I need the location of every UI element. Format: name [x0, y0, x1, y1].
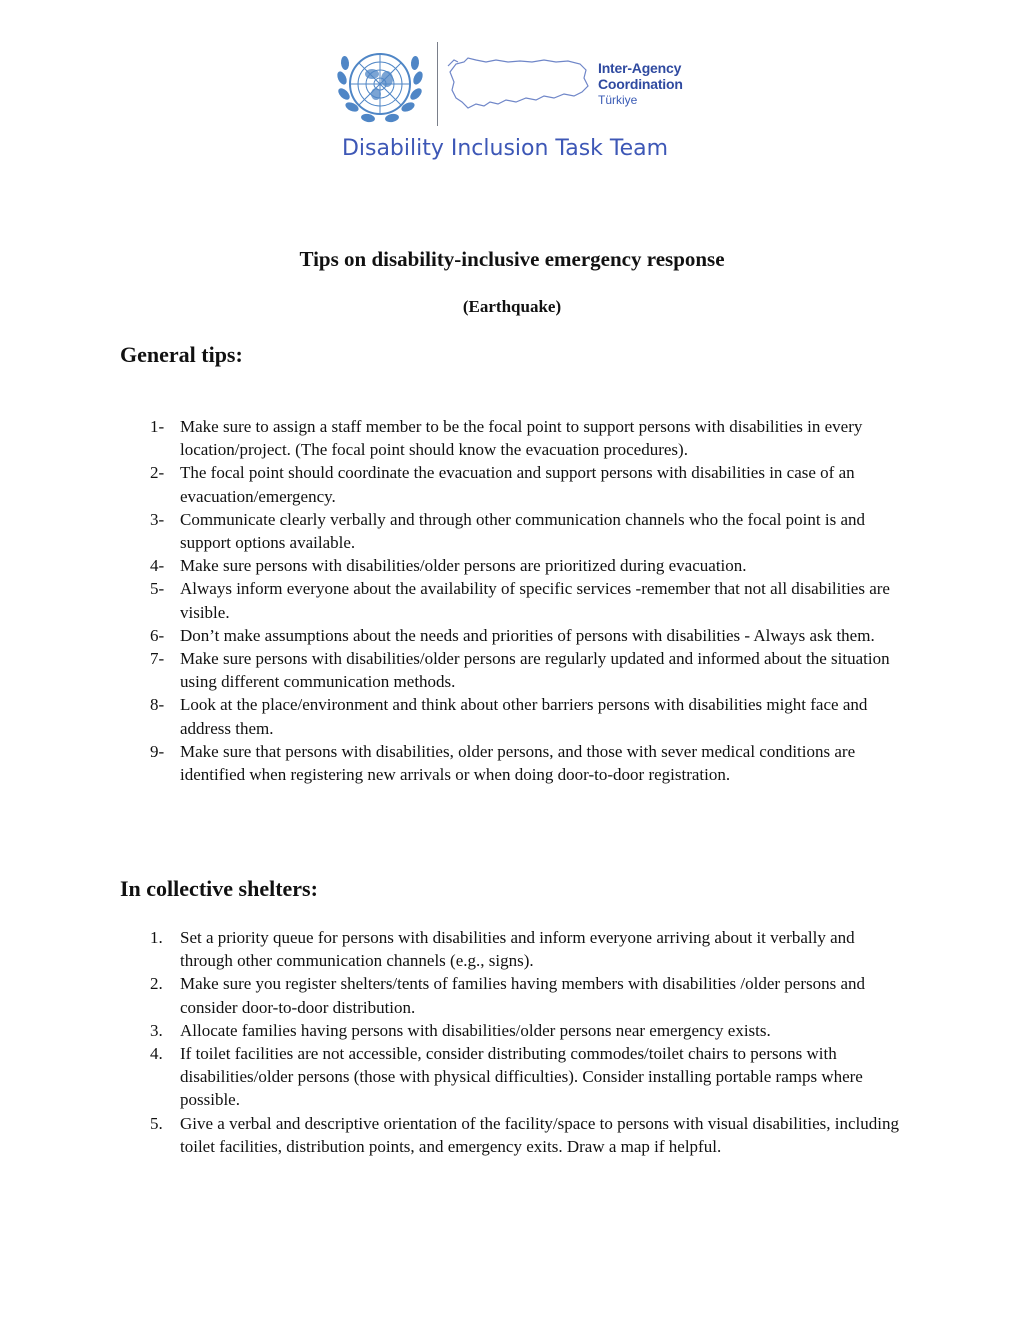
- list-item-number: 4.: [150, 1044, 163, 1064]
- page-header: [0, 0, 1024, 180]
- list-item: [150, 577, 910, 623]
- general-tips-list: [150, 415, 910, 786]
- list-item-text: Make sure that persons with disabilities, older persons, and those with sever medical conditions are identified when registering new arrivals or when doing door-to-door registration.: [180, 741, 856, 785]
- list-item-text: The focal point should coordinate the evacuation and support persons with disabilities in case of an evacuation/emergency.: [180, 463, 855, 506]
- list-item-text: Make sure persons with disabilities/older persons are regularly updated and informed about the situation using different communication methods.: [180, 649, 890, 692]
- list-item-text: Set a priority queue for persons with disabilities and inform everyone arriving about it verbally and through other communication channels (e.g., signs).: [180, 928, 855, 971]
- list-item: [150, 1112, 910, 1158]
- list-item-number: 4-: [150, 556, 165, 576]
- list-item: [150, 972, 910, 1018]
- list-item-text: If toilet facilities are not accessible, consider distributing commodes/toilet chairs to persons with disabilities/older persons (those with physical difficulties). Consider installing portable ramps where possible.: [180, 1044, 863, 1110]
- list-item-text: Always inform everyone about the availability of specific services -remember that not all disabilities are visible.: [180, 579, 890, 622]
- list-item-number: 3.: [150, 1020, 163, 1040]
- team-name: Disability Inclusion Task Team: [341, 136, 669, 161]
- list-item-text: Look at the place/environment and think about other barriers persons with disabilities might face and address them.: [180, 695, 868, 738]
- document-title: Tips on disability-inclusive emergency response: [299, 247, 725, 271]
- header-divider: [437, 42, 438, 126]
- list-item: [150, 1042, 910, 1112]
- org-name-line2: Coordination: [598, 76, 683, 92]
- list-item: [150, 647, 910, 693]
- list-item-number: 1-: [150, 417, 165, 436]
- section-heading-collective-shelters: In collective shelters:: [120, 876, 318, 901]
- list-item: [150, 926, 910, 972]
- list-item: [150, 693, 910, 739]
- list-item-text: Make sure persons with disabilities/older persons are prioritized during evacuation.: [180, 556, 747, 576]
- list-item-number: 9-: [150, 741, 165, 761]
- document-subtitle: (Earthquake): [462, 297, 562, 316]
- list-item-number: 2.: [150, 974, 163, 994]
- list-item-text: Give a verbal and descriptive orientation of the facility/space to persons with visual disabilities, including toilet facilities, distribution points, and emergency exits. Draw a map if helpful.: [180, 1113, 900, 1156]
- list-item: [150, 1019, 910, 1042]
- org-name-block: [598, 60, 683, 108]
- list-item-text: Don’t make assumptions about the needs and priorities of persons with disabilities - Always ask them.: [180, 625, 875, 645]
- org-name-line1: Inter-Agency: [598, 60, 682, 76]
- list-item-number: 6-: [150, 625, 165, 645]
- list-item: [150, 461, 910, 507]
- list-item-text: Communicate clearly verbally and through other communication channels who the focal point is and support options available.: [180, 509, 865, 553]
- turkiye-map-outline: [446, 52, 592, 114]
- list-item-number: 1.: [150, 928, 163, 947]
- list-item: [150, 554, 910, 577]
- collective-shelters-list: [150, 926, 910, 1158]
- un-emblem-logo: [332, 44, 428, 130]
- list-item-text: Allocate families having persons with disabilities/older persons near emergency exists.: [180, 1020, 771, 1040]
- list-item-number: 8-: [150, 695, 165, 715]
- list-item-number: 2-: [150, 463, 165, 483]
- list-item: [150, 740, 910, 786]
- list-item: [150, 624, 910, 647]
- list-item: [150, 415, 910, 461]
- list-item: [150, 508, 910, 554]
- list-item-number: 5-: [150, 579, 165, 599]
- list-item-number: 5.: [150, 1113, 163, 1133]
- list-item-number: 7-: [150, 649, 165, 669]
- list-item-text: Make sure to assign a staff member to be the focal point to support persons with disabilities in every location/project. (The focal point should know the evacuation procedures).: [180, 417, 863, 460]
- section-heading-general-tips: General tips:: [120, 342, 243, 367]
- org-country: Türkiye: [598, 93, 638, 107]
- list-item-text: Make sure you register shelters/tents of families having members with disabilities /older persons and consider door-to-door distribution.: [180, 974, 866, 1017]
- list-item-number: 3-: [150, 509, 165, 529]
